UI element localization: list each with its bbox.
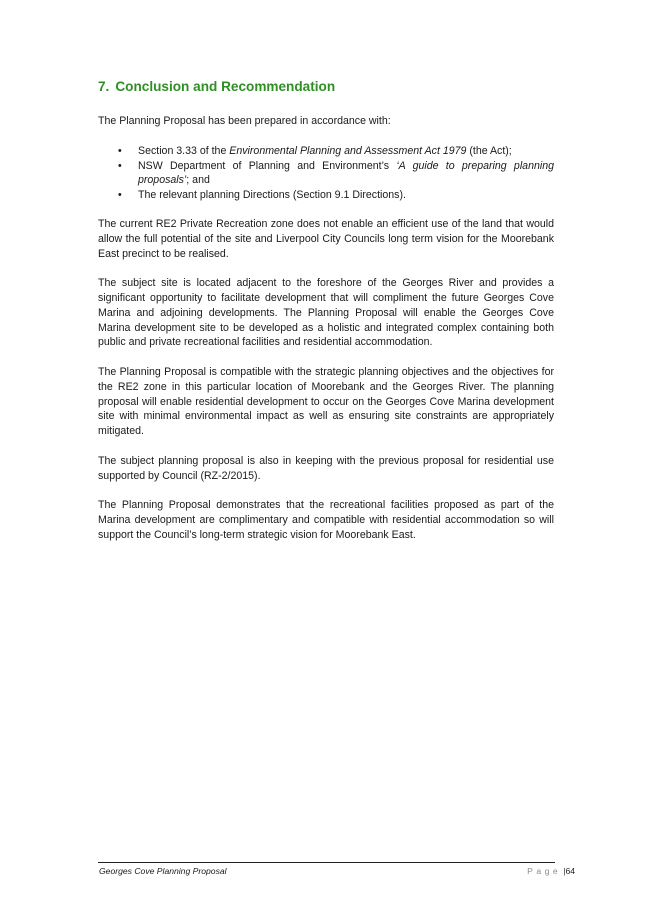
footer-page-indicator <box>527 865 575 877</box>
bullet-text-before: Section 3.33 of the <box>138 144 230 157</box>
body-paragraph: The subject planning proposal is also in keeping with the previous proposal for residential use supported by Council (RZ-2/2015). <box>98 454 554 482</box>
footer-page-number: 64 <box>565 866 575 876</box>
page-footer <box>98 862 575 876</box>
bullet-icon: • <box>118 144 122 157</box>
body-paragraph: The Planning Proposal demonstrates that the recreational facilities proposed as part of the Marina development are complimentary and compatible with residential accommodation so will support the Council’s long-term strategic vision for Moorebank East. <box>98 499 554 541</box>
bullet-text-after: ; and <box>186 174 210 187</box>
page-content <box>98 78 554 557</box>
body-paragraph: The current RE2 Private Recreation zone does not enable an efficient use of the land that would allow the full potential of the site and Liverpool City Councils long term vision for the Moorebank East precinct to be realised. <box>98 217 554 260</box>
section-heading <box>98 78 554 96</box>
bullet-icon: • <box>118 189 122 202</box>
bullet-text-italic: ‘A guide to preparing planning proposals’ <box>138 159 554 187</box>
intro-paragraph: The Planning Proposal has been prepared in accordance with: <box>98 115 391 127</box>
footer-document-title: Georges Cove Planning Proposal <box>99 866 227 876</box>
bullet-text-before: The relevant planning Directions (Section 9.1 Directions). <box>138 189 406 202</box>
footer-page-word: Page <box>527 866 562 876</box>
bullet-text-before: NSW Department of Planning and Environment’s <box>138 159 397 172</box>
bullet-item <box>98 159 554 189</box>
bullet-text-after: (the Act); <box>466 144 512 157</box>
body-paragraph: The subject site is located adjacent to the foreshore of the Georges River and provides a significant opportunity to facilitate development that will compliment the future Georges Cove Marina and adjoining developments. The Planning Proposal will enable the Georges Cove Marina development site to be developed as a holistic and integrated complex containing both public and private recreational facilities and residential accommodation. <box>98 277 554 349</box>
section-number: 7. <box>98 79 110 94</box>
bullet-item <box>98 144 554 159</box>
bullet-icon: • <box>118 159 122 172</box>
bullet-text-italic: Environmental Planning and Assessment Act 1979 <box>229 144 467 157</box>
body-paragraph: The Planning Proposal is compatible with the strategic planning objectives and the objectives for the RE2 zone in this particular location of Moorebank and the Georges River. The planning proposal will enable residential development to occur on the Georges Cove Marina development site with minimal environmental impact as well as ensuring site constraints are appropriately mitigated. <box>98 365 554 438</box>
section-title: Conclusion and Recommendation <box>115 79 336 94</box>
footer-separator: | <box>563 866 566 876</box>
bullet-list <box>98 144 554 203</box>
bullet-item <box>98 188 554 203</box>
